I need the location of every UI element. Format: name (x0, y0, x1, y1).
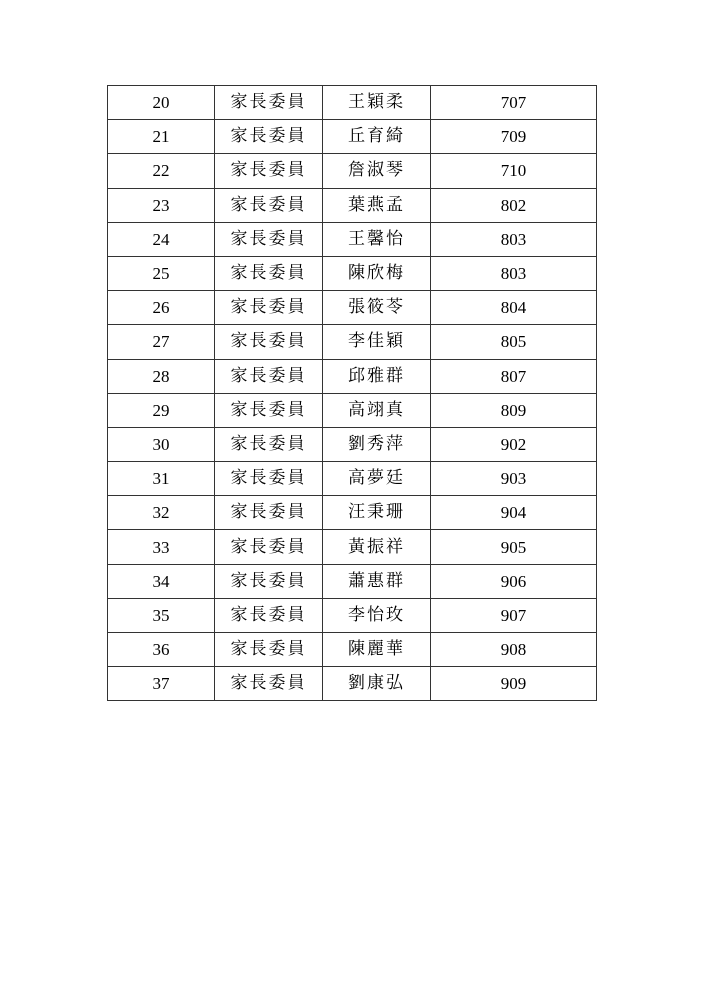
member-name: 李怡玫 (323, 598, 431, 632)
member-name: 王穎柔 (323, 86, 431, 120)
member-role: 家長委員 (215, 86, 323, 120)
class-number: 805 (431, 325, 597, 359)
member-name: 丘育綺 (323, 120, 431, 154)
table-row (108, 325, 597, 359)
class-number: 709 (431, 120, 597, 154)
class-number: 908 (431, 633, 597, 667)
row-number: 34 (108, 564, 215, 598)
member-role: 家長委員 (215, 325, 323, 359)
table-row (108, 667, 597, 701)
class-number: 807 (431, 359, 597, 393)
table-row (108, 359, 597, 393)
table-row (108, 496, 597, 530)
member-role: 家長委員 (215, 564, 323, 598)
member-name: 邱雅群 (323, 359, 431, 393)
row-number: 30 (108, 427, 215, 461)
table-row (108, 188, 597, 222)
table-row (108, 256, 597, 290)
committee-roster-table (107, 85, 597, 701)
class-number: 907 (431, 598, 597, 632)
row-number: 28 (108, 359, 215, 393)
class-number: 909 (431, 667, 597, 701)
member-role: 家長委員 (215, 667, 323, 701)
row-number: 26 (108, 291, 215, 325)
row-number: 25 (108, 256, 215, 290)
member-name: 汪秉珊 (323, 496, 431, 530)
member-role: 家長委員 (215, 530, 323, 564)
member-role: 家長委員 (215, 496, 323, 530)
member-name: 黃振祥 (323, 530, 431, 564)
table-row (108, 120, 597, 154)
member-name: 李佳穎 (323, 325, 431, 359)
row-number: 20 (108, 86, 215, 120)
table-row (108, 564, 597, 598)
class-number: 904 (431, 496, 597, 530)
member-role: 家長委員 (215, 120, 323, 154)
member-name: 劉康弘 (323, 667, 431, 701)
row-number: 27 (108, 325, 215, 359)
row-number: 21 (108, 120, 215, 154)
table-row (108, 222, 597, 256)
class-number: 809 (431, 393, 597, 427)
class-number: 802 (431, 188, 597, 222)
member-name: 陳麗華 (323, 633, 431, 667)
roster-body (108, 86, 597, 701)
member-role: 家長委員 (215, 188, 323, 222)
member-name: 王馨怡 (323, 222, 431, 256)
member-role: 家長委員 (215, 256, 323, 290)
row-number: 29 (108, 393, 215, 427)
table-row (108, 154, 597, 188)
member-name: 蕭惠群 (323, 564, 431, 598)
row-number: 24 (108, 222, 215, 256)
member-name: 劉秀萍 (323, 427, 431, 461)
member-role: 家長委員 (215, 222, 323, 256)
class-number: 804 (431, 291, 597, 325)
row-number: 37 (108, 667, 215, 701)
class-number: 902 (431, 427, 597, 461)
table-row (108, 633, 597, 667)
class-number: 905 (431, 530, 597, 564)
row-number: 35 (108, 598, 215, 632)
member-role: 家長委員 (215, 291, 323, 325)
member-name: 葉燕孟 (323, 188, 431, 222)
member-name: 高翊真 (323, 393, 431, 427)
table-row (108, 598, 597, 632)
member-role: 家長委員 (215, 633, 323, 667)
table-row (108, 530, 597, 564)
table-row (108, 291, 597, 325)
table-row (108, 393, 597, 427)
table-row (108, 462, 597, 496)
row-number: 32 (108, 496, 215, 530)
class-number: 803 (431, 222, 597, 256)
class-number: 903 (431, 462, 597, 496)
row-number: 23 (108, 188, 215, 222)
class-number: 710 (431, 154, 597, 188)
row-number: 22 (108, 154, 215, 188)
class-number: 803 (431, 256, 597, 290)
class-number: 707 (431, 86, 597, 120)
member-role: 家長委員 (215, 393, 323, 427)
member-name: 高夢廷 (323, 462, 431, 496)
member-role: 家長委員 (215, 359, 323, 393)
member-role: 家長委員 (215, 598, 323, 632)
member-role: 家長委員 (215, 154, 323, 188)
member-name: 詹淑琴 (323, 154, 431, 188)
member-name: 陳欣梅 (323, 256, 431, 290)
member-role: 家長委員 (215, 427, 323, 461)
table-row (108, 427, 597, 461)
row-number: 33 (108, 530, 215, 564)
row-number: 36 (108, 633, 215, 667)
row-number: 31 (108, 462, 215, 496)
member-name: 張筱苓 (323, 291, 431, 325)
class-number: 906 (431, 564, 597, 598)
table-row (108, 86, 597, 120)
member-role: 家長委員 (215, 462, 323, 496)
